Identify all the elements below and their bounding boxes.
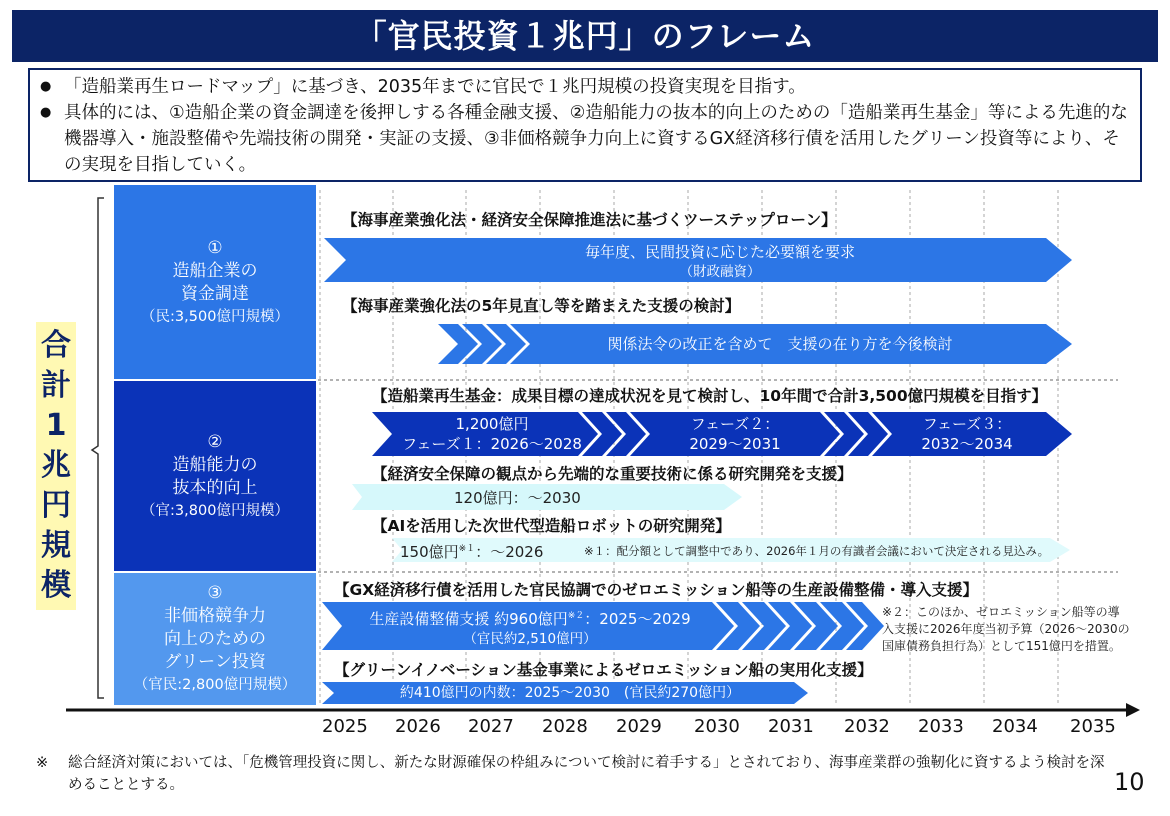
- summary-text: 「造船業再生ロードマップ」に基づき、2035年までに官民で１兆円規模の投資実現を目指す。: [64, 77, 806, 97]
- category-number: ①: [207, 237, 223, 258]
- category-capacity: [114, 381, 316, 571]
- category-number: ③: [207, 583, 223, 603]
- ai-robot-amount: [400, 541, 543, 562]
- total-char: 模: [41, 568, 71, 603]
- arrow-text: 2029～2031: [689, 435, 781, 453]
- total-char: 規: [41, 528, 71, 563]
- total-char: 円: [41, 488, 71, 523]
- arrow-text: 生産設備整備支援 約960億円: [369, 610, 568, 628]
- year-label: 2033: [918, 716, 964, 737]
- summary-text: 具体的には、①造船企業の資金調達を後押しする各種金融支援、②造船能力の抜本的向上のための「造船業再生基金」等による先進的な機器導入・施設整備や先端技術の開発・実証の支援、③非価格競争力向上に資するGX経済移行債を活用したグリーン投資等により、その実現を目指していく。: [64, 103, 1128, 175]
- arrow-text: 関係法令の改正を含めて 支援の在り方を今後検討: [607, 335, 953, 353]
- bullet-icon: ●: [40, 79, 52, 94]
- heading-two-step-loan: 【海事産業強化法・経済安全保障推進法に基づくツーステップローン】: [342, 211, 837, 229]
- arrow-label: [420, 242, 1020, 282]
- total-char: 計: [41, 368, 71, 403]
- arrow-text: ：2025～2029: [584, 610, 691, 628]
- note-1: ※１：配分額として調整中であり、2026年１月の有識者会議において決定される見込み。: [584, 544, 1050, 558]
- category-title: 向上のための: [164, 629, 266, 649]
- year-label: 2034: [992, 716, 1038, 737]
- arrow-text: 150億円: [400, 543, 459, 561]
- page-number: 10: [1114, 768, 1145, 796]
- category-title: グリーン投資: [164, 652, 266, 672]
- arrow-text: （官民約2,510億円）: [463, 631, 597, 647]
- arrow-text: ：～2026: [475, 543, 544, 561]
- category-title: 抜本的向上: [172, 477, 258, 498]
- arrow-text: 1,200億円: [455, 415, 529, 433]
- category-financing: [114, 185, 316, 379]
- category-title: 非価格競争力: [164, 606, 266, 626]
- footnote: [36, 752, 1116, 796]
- arrow-text: フェーズ１：2026～2028: [402, 435, 582, 453]
- left-brace: [92, 198, 104, 698]
- category-amount: （民:3,500億円規模）: [141, 308, 289, 325]
- footnote-text: 総合経済対策においては、「危機管理投資に関し、新たな財源確保の枠組みについて検討に着手する」とされており、海事産業群の強靭化に資するよう検討を深めることとする。: [68, 755, 1105, 793]
- footnote-ref: ※２: [567, 611, 585, 621]
- gx-label: [340, 606, 720, 649]
- total-label: [36, 322, 76, 610]
- arrow-text: フェーズ３：: [922, 415, 1012, 433]
- category-green: [114, 573, 316, 705]
- year-label: 2032: [844, 716, 890, 737]
- arrow-text: （財政融資）: [679, 264, 761, 280]
- phase-2-label: [650, 414, 820, 454]
- year-label: 2030: [694, 716, 740, 737]
- category-title: 造船企業の: [172, 260, 258, 281]
- total-char: 合: [41, 328, 71, 363]
- category-amount: （官:3,800億円規模）: [141, 502, 289, 519]
- category-number: ②: [207, 431, 223, 452]
- year-label: 2027: [468, 716, 514, 737]
- total-char: 兆: [41, 448, 71, 483]
- heading-green-innovation: 【グリーンイノベーション基金事業によるゼロエミッション船の実用化支援】: [334, 661, 873, 679]
- footnote-ref: ※１: [458, 544, 476, 554]
- heading-fund: 【造船業再生基金：成果目標の達成状況を見て検討し、10年間で合計3,500億円規模を目指す】: [372, 387, 1048, 405]
- arrow-text: 120億円：～2030: [454, 489, 581, 507]
- note-2: ※２：このほか、ゼロエミッション船等の導入支援に2026年度当初予算（2026～2030の国庫債務負担行為）として151億円を措置。: [882, 605, 1130, 653]
- bullet-icon: ●: [40, 105, 52, 120]
- category-title: 造船能力の: [172, 454, 258, 475]
- heading-gx: 【GX経済移行債を活用した官民協調でのゼロエミッション船等の生産設備整備・導入支援】: [334, 581, 979, 599]
- year-label: 2026: [395, 716, 441, 737]
- year-label: 2028: [542, 716, 588, 737]
- footnote-mark: ※: [36, 755, 49, 771]
- arrow-text: 2032～2034: [921, 435, 1013, 453]
- page-title: 「官民投資１兆円」のフレーム: [12, 10, 1158, 62]
- heading-ai-robot: 【AIを活用した次世代型造船ロボットの研究開発】: [372, 517, 731, 535]
- arrow-text: 毎年度、民間投資に応じた必要額を要求: [584, 243, 855, 261]
- arrow-text: 約410億円の内数：2025～2030 (官民約270億円）: [399, 685, 741, 701]
- phase-1-label: [392, 414, 592, 454]
- year-label: 2035: [1070, 716, 1116, 737]
- total-char: 1: [45, 408, 67, 443]
- year-label: 2025: [322, 716, 368, 737]
- year-label: 2031: [768, 716, 814, 737]
- arrow-text: フェーズ２：: [690, 415, 780, 433]
- year-label: 2029: [616, 716, 662, 737]
- heading-review-support: 【海事産業強化法の5年見直し等を踏まえた支援の検討】: [342, 297, 741, 315]
- phase-3-label: [892, 414, 1042, 454]
- category-amount: （官民:2,800億円規模）: [133, 677, 297, 693]
- axis-arrowhead: [1126, 703, 1140, 717]
- category-title: 資金調達: [181, 283, 249, 304]
- heading-security-research: 【経済安全保障の観点から先端的な重要技術に係る研究開発を支援】: [372, 465, 853, 483]
